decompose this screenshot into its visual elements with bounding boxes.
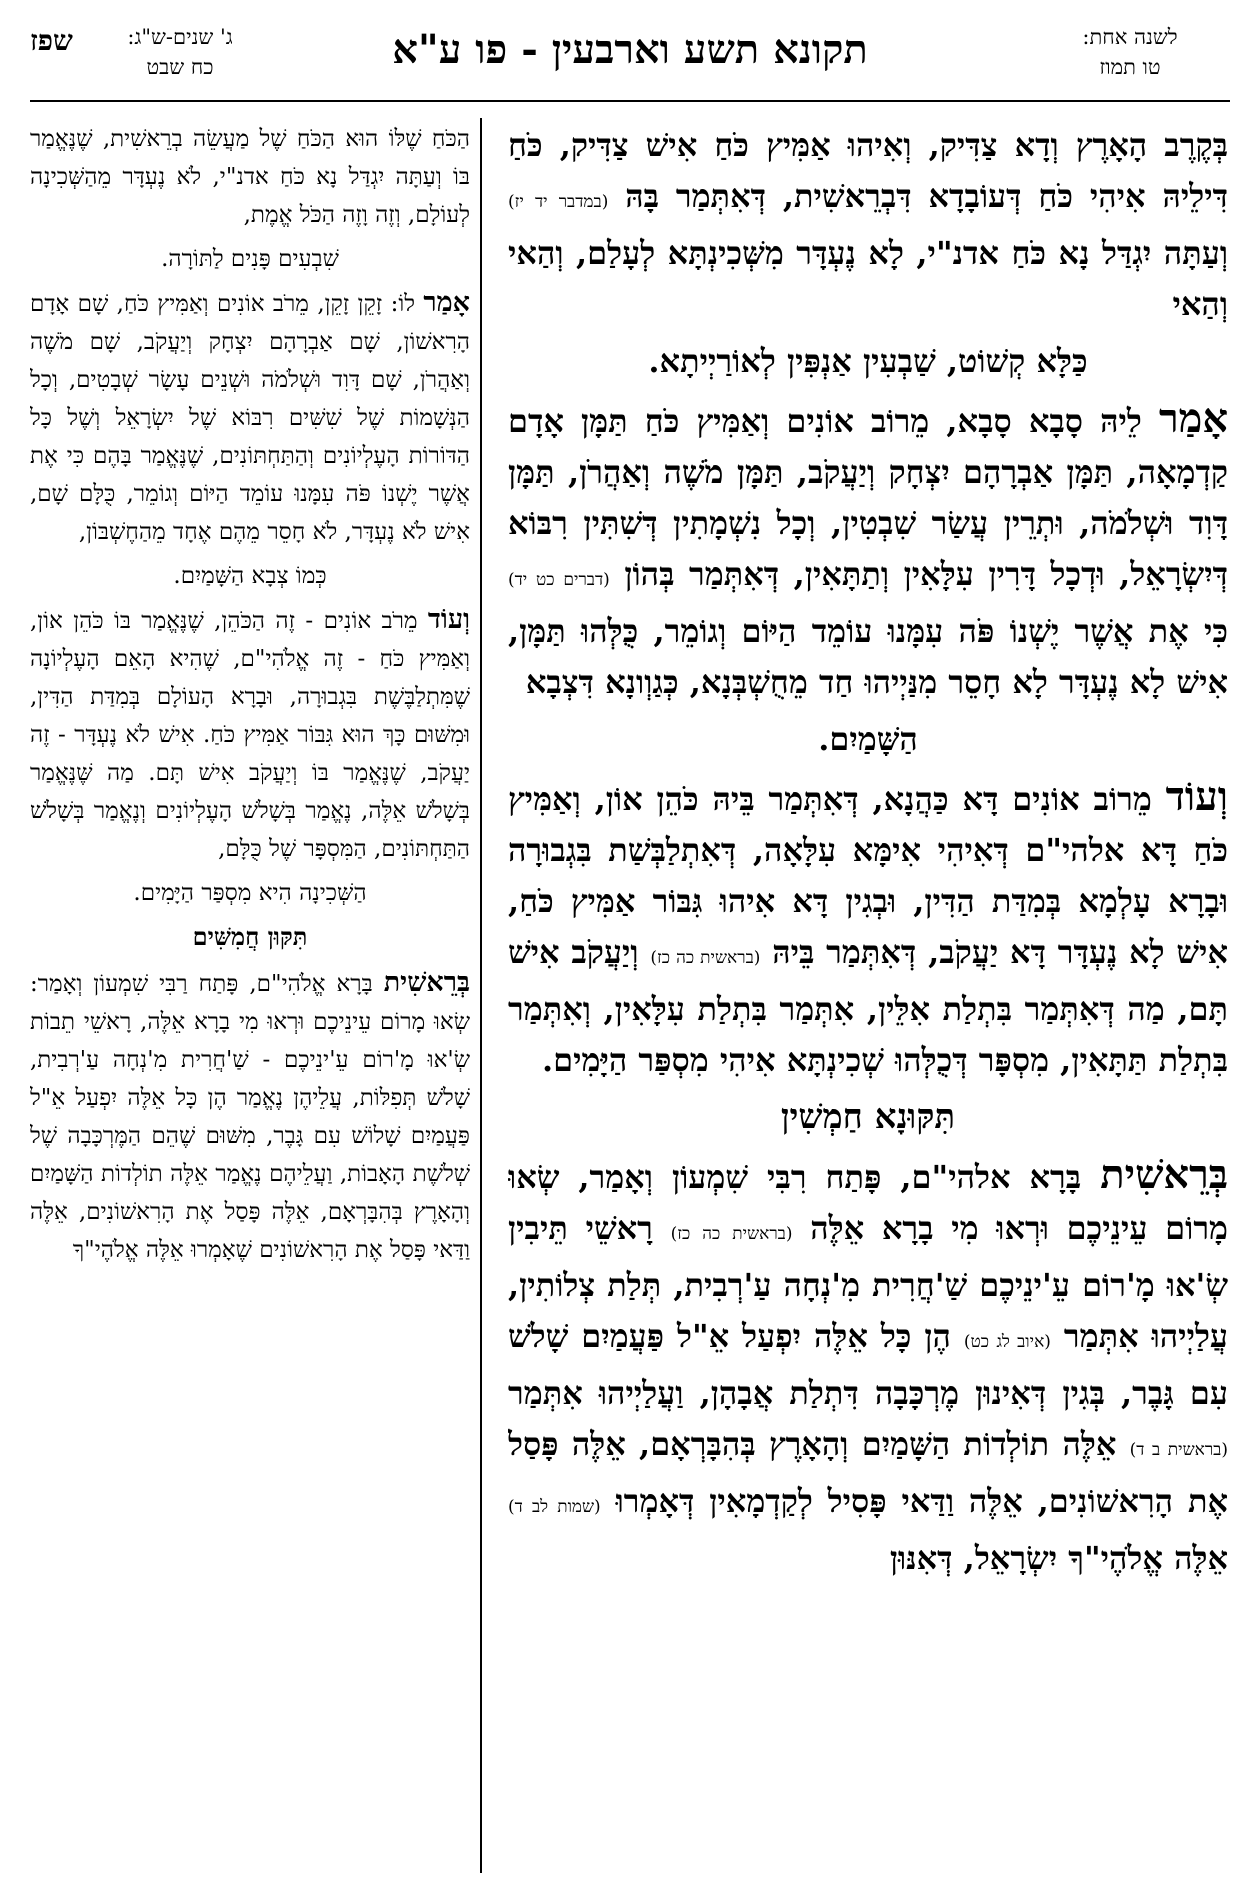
main-text: הֶן כָּל אֵלֶּה יִפְעַל אֵ"ל פַּעֲמַיִם שָׁלֹשׁ עִם גָּבֶר, בְּגִין דְּאִינוּן מֶרְכָּבָה דִּתְלַת אֲבָהָן, וַעֲלַיְיהוּ אִתְּמַר: [508, 1317, 1228, 1412]
schedule-three-years-label: ג' שנים-ש"ג:: [127, 25, 233, 49]
schedule-one-year-label: לשנה אחת:: [1082, 25, 1178, 49]
main-paragraph-2-end: הַשָּׁמַיִם.: [818, 720, 918, 758]
main-text: אֵלֶּה אֱלֹהֶי"ךָ יִשְׂרָאֵל, דְּאִנּוּן: [889, 1539, 1228, 1577]
main-text: תַּמָּן אָדָם קַדְמָאָה, תַּמָּן אַבְרָהָם יִצְחָק וְיַעֲקֹב, תַּמָּן מֹשֶׁה וְאַהֲרֹן, תַּמָּן דָּוִד וּשְׁלֹמֹה, וּתְרֵין עֲשַׂר שִׁבְטִין, וְכָל נִשְׁמָתִין דְּשִׁתִּין רִבּוֹא דְּיִשְׂרָאֵל, וּדְכָל דָּרִין עִלָּאִין וְתַתָּאִין, דְּאִתְּמַר בְּהוֹן: [508, 402, 1228, 593]
header-right-block: [1030, 22, 1230, 82]
schedule-three-years-date: כח שבט: [146, 55, 214, 79]
side-paragraph-1: [30, 120, 470, 234]
source-ref: (בראשית כה כז): [650, 948, 761, 968]
side-text: בָּרָא אֱלֹהִי"ם, פָּתַח רַבִּי שִׁמְעוֹן וְאָמַר: שְׂאוּ מָרוֹם עֵינֵיכֶם וּרְאוּ מִי בָרָא אֵלֶּה, רָאשֵׁי תֵבוֹת שְׂ'אוּ מָ'רוֹם עֵ'ינֵיכֶם - שַׁ'חֲרִית מִ'נְחָה עַ'רְבִית, שָׁלֹשׁ תְּפִלּוֹת, עֲלֵיהֶן נֶאֱמַר הֶן כָּל אֵלֶּה יִפְעַל אֵ"ל פַּעֲמַיִם שָׁלוֹשׁ עִם גָּבֶר, מִשּׁוּם שֶׁהֵם הַמֶּרְכָּבָה שֶׁל שְׁלֹשֶׁת הָאָבוֹת, וַעֲלֵיהֶם נֶאֱמַר אֵלֶּה תוֹלְדוֹת הַשָּׁמַיִם וְהָאָרֶץ בְּהִבָּרְאָם, אֵלֶּה פָּסַל אֶת הָרִאשׁוֹנִים, אֵלֶּה וַדַּאי פָּסַל אֶת הָרִאשׁוֹנִים שֶׁאָמְרוּ אֵלֶּה אֱלֹהֶי"ךָ: [30, 971, 470, 1263]
main-text: לֵיהּ סָבָא סָבָא, מֵרוֹב אוֹנִים וְאַמִּיץ כֹּחַ: [644, 402, 1142, 440]
opening-word: וְעוֹד: [427, 604, 470, 635]
translation-column: [30, 120, 470, 1870]
main-text: רָאשֵׁי תֵּיבִין שְׂ'אוּ מָ'רוֹם עֵ'ינֵיכֶם שַׁ'חֲרִית מִ'נְחָה עַ'רְבִית, תְּלַת צְלוֹתִין, עֲלַיְיהוּ אִתְּמַר: [508, 1209, 1228, 1355]
schedule-three-years: [100, 22, 260, 82]
section-heading: תִּקּוּנָא חַמְשִׁין: [780, 1097, 956, 1137]
source-ref: (דברים כט יד): [508, 570, 610, 590]
schedule-one-year-date: טו תמוז: [1099, 55, 1161, 79]
source-ref: (בראשית כה כז): [670, 1224, 793, 1244]
page-title: תקונא תשע וארבעין - פו ע"א: [392, 26, 868, 73]
main-paragraph-2: [508, 393, 1228, 708]
opening-word: בְּרֵאשִׁית: [1100, 1151, 1228, 1198]
opening-word: וְעוֹד: [1165, 773, 1228, 820]
section-heading: תִּקּוּן חֲמִשִּׁים: [192, 922, 308, 951]
source-ref: (איוב לג כט): [963, 1332, 1051, 1352]
main-text: וְעַתָּה יִגְדַּל נָא כֹּחַ אדנ"י, לָא נֶעְדָּר מִשְּׁכִינְתָּא לְעָלַם, וְהַאי וְהַאי: [508, 234, 1228, 323]
opening-word: אָמַר: [423, 287, 470, 318]
opening-word: בְּרֵאשִׁית: [383, 967, 470, 998]
main-text-column: [508, 120, 1228, 1870]
main-text: וְיַעֲקֹב אִישׁ תָּם, מַה דְּאִתְּמַר בִּתְלַת אִלֵּין, אִתְּמַר בִּתְלַת עִלָּאִין, וְאִתְּמַר בִּתְלַת תַּתָּאִין, מִסְפָּר דְּכֻלְּהוּ שְׁכִינְתָּא אִיהִי מִסְפַּר הַיָּמִים.: [508, 933, 1228, 1079]
main-paragraph-3: [508, 771, 1228, 1086]
main-paragraph-1-end: כַּלָּא קְשׁוֹט, שַׁבְעִין אַנְפִּין לְאוֹרַיְיתָא.: [648, 342, 1088, 380]
side-paragraph-2-end: כְּמוֹ צְבָא הַשָּׁמַיִם.: [173, 563, 327, 589]
main-paragraph-4: [508, 1149, 1228, 1584]
source-ref: (במדבר יד יז): [508, 192, 609, 212]
header-rule: [30, 100, 1230, 102]
side-paragraph-1-end: שִׁבְעִים פָּנִים לַתּוֹרָה.: [161, 246, 339, 272]
side-text: מֵרֹב אוֹנִים - זֶה הַכֹּהֵן, שֶׁנֶּאֱמַר בּוֹ כֹּהֵן אוֹן, וְאַמִּיץ כֹּחַ - זֶה אֱלֹהִי"ם, שֶׁהִיא הָאֵם הָעֶלְיוֹנָה שֶׁמִּתְלַבֶּשֶׁת בִּגְבוּרָה, וּבָרָא הָעוֹלָם בְּמִדַּת הַדִּין, וּמִשּׁוּם כָּךְ הוּא גִּבּוֹר אַמִּיץ כֹּחַ. אִישׁ לֹא נֶעְדָּר - זֶה יַעֲקֹב, שֶׁנֶּאֱמַר בּוֹ וְיַעֲקֹב אִישׁ תָּם. מַה שֶּׁנֶּאֱמַר בְּשָׁלֹשׁ אֵלֶּה, נֶאֱמַר בְּשָׁלֹשׁ הָעֶלְיוֹנִים וְנֶאֱמַר בְּשָׁלֹשׁ הַתַּחְתּוֹנִים, הַמִּסְפָּר שֶׁל כֻּלָּם,: [30, 608, 470, 862]
main-text: מֵרוֹב אוֹנִים דָּא כַּהֲנָא, דְּאִתְּמַר בֵּיהּ כֹּהֵן אוֹן, וְאַמִּיץ כֹּחַ דָּא אלהי"ם דְּאִיהִי אִימָּא עִלָּאָה, דְּאִתְלַבְּשַׁת בִּגְבוּרָה וּבָרָא עָלְמָא בְּמִדַּת הַדִּין, וּבְגִין דָּא אִיהוּ גִּבּוֹר אַמִּיץ כֹּחַ, אִישׁ לָא נֶעְדָּר דָּא יַעֲקֹב, דְּאִתְּמַר בֵּיהּ: [508, 780, 1228, 971]
side-paragraph-4: [30, 964, 470, 1269]
source-ref: (בראשית ב ד): [1129, 1440, 1228, 1460]
main-paragraph-1: [508, 120, 1228, 330]
main-text: בָּרָא אלהי"ם, פָּתַח רִבִּי שִׁמְעוֹן וְאָמַר, שְׂאוּ מָרוֹם עֵינֵיכֶם וּרְאוּ מִי בָרָא אֵלֶּה: [508, 1158, 1228, 1247]
main-text: אֵלֶּה תוֹלְדוֹת הַשָּׁמַיִם וְהָאָרֶץ בְּהִבָּרְאָם, אֵלֶּה פָּסַל אֶת הָרִאשׁוֹנִים, אֵלֶּה וַדַּאי פָּסִיל לְקַדְמָאִין דְּאָמְרוּ: [508, 1425, 1228, 1520]
page-header: [30, 22, 1230, 118]
main-text: בְּקֶרֶב הָאָרֶץ וְדָא צַדִּיק, וְאִיהוּ אַמִּיץ כֹּחַ אִישׁ צַדִּיק, כֹּחַ דִּילֵיהּ אִיהִי כֹּחַ דְּעוֹבָדָא דִּבְרֵאשִׁית, דְּאִתְּמַר בָּהּ: [508, 126, 1228, 215]
side-paragraph-3-end: הַשְּׁכִינָה הִיא מִסְפַּר הַיָּמִים.: [133, 880, 367, 906]
source-ref: (שמות לב ד): [508, 1497, 601, 1517]
column-divider: [480, 118, 482, 1873]
side-text: לוֹ: זָקֵן זָקֵן, מֵרֹב אוֹנִים וְאַמִּיץ כֹּחַ, שָׁם אָדָם הָרִאשׁוֹן, שָׁם אַבְרָהָם יִצְחָק וְיַעֲקֹב, שָׁם מֹשֶׁה וְאַהֲרֹן, שָׁם דָּוִד וּשְׁלֹמֹה וּשְׁנֵים עָשָׂר שְׁבָטִים, וְכָל הַנְּשָׁמוֹת שֶׁל שִׁשִּׁים רִבּוֹא שֶׁל יִשְׂרָאֵל וְשֶׁל כָּל הַדּוֹרוֹת הָעֶלְיוֹנִים וְהַתַּחְתּוֹנִים, שֶׁנֶּאֱמַר בָּהֶם כִּי אֶת אֲשֶׁר יֶשְׁנוֹ פֹּה עִמָּנוּ עוֹמֵד הַיּוֹם וְגוֹמֵר, כֻּלָּם שָׁם, אִישׁ לֹא נֶעְדָּר, לֹא חָסֵר מֵהֶם אֶחָד מֵהַחֶשְׁבּוֹן,: [30, 291, 470, 545]
opening-word: אָמַר: [1159, 395, 1228, 442]
side-text: הַכֹּחַ שֶׁלּוֹ הוּא הַכֹּחַ שֶׁל מַעֲשֵׂה בְרֵאשִׁית, שֶׁנֶּאֱמַר בּוֹ וְעַתָּה יִגְדַּל נָא כֹּחַ אדנ"י, לֹא נֶעְדָּר מֵהַשְּׁכִינָה לְעוֹלָם, וְזֶה וָזֶה הַכֹּל אֱמֶת,: [30, 126, 470, 228]
side-paragraph-2: [30, 284, 470, 551]
page-number: שפז: [30, 24, 73, 57]
side-paragraph-3: [30, 601, 470, 868]
main-text: כִּי אֶת אֲשֶׁר יֶשְׁנוֹ פֹּה עִמָּנוּ עוֹמֵד הַיּוֹם וְגוֹמֵר, כֻּלְּהוּ תַּמָּן, אִישׁ לָא נֶעְדָּר לָא חָסֵר מִנַּיְיהוּ חַד מֵחֻשְׁבְּנָא, כְּגַוְונָא דִּצְבָא: [508, 612, 1228, 701]
